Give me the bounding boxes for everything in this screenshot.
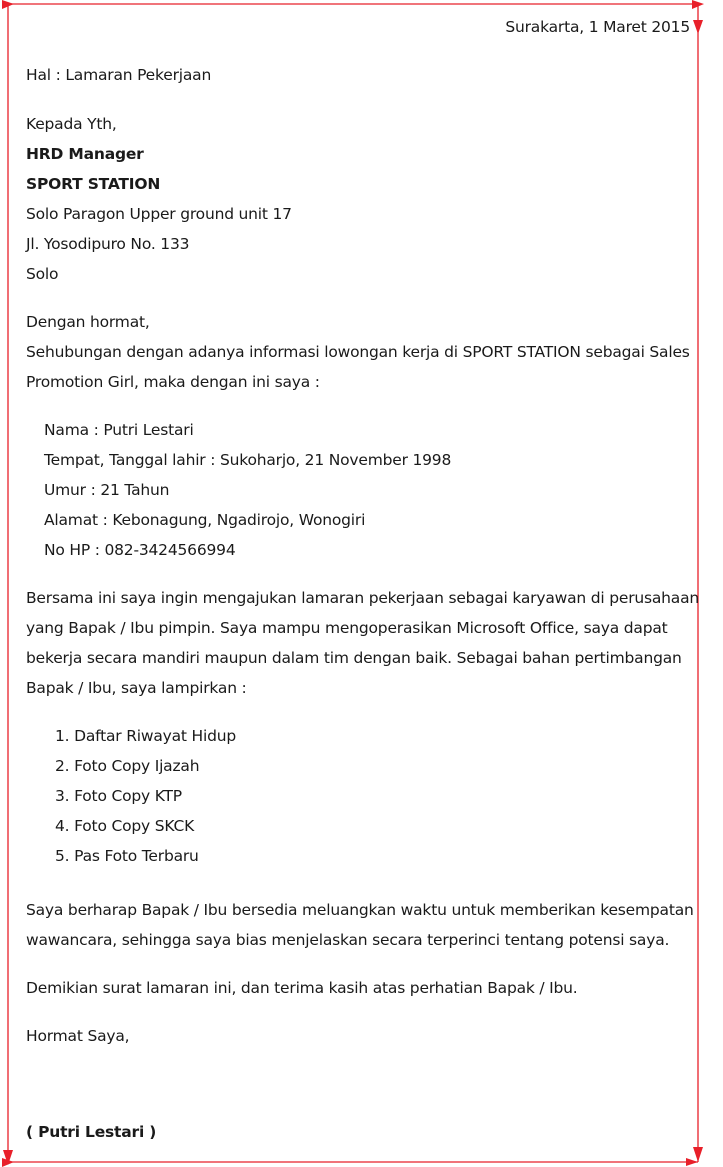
attachment-item: 2. Foto Copy Ijazah: [55, 757, 200, 775]
corner-arrow-icon: [686, 1158, 698, 1166]
signature-name: ( Putri Lestari ): [26, 1123, 157, 1141]
body-line-2: yang Bapak / Ibu pimpin. Saya mampu mengoperasikan Microsoft Office, saya dapat: [26, 619, 668, 637]
attachment-item: 1. Daftar Riwayat Hidup: [55, 727, 236, 745]
intro-line-2: Promotion Girl, maka dengan ini saya :: [26, 373, 320, 391]
recipient-address-2: Jl. Yosodipuro No. 133: [26, 235, 190, 253]
hope-line-2: wawancara, sehingga saya bias menjelaskan secara terperinci tentang potensi saya.: [26, 931, 670, 949]
recipient-company: SPORT STATION: [26, 175, 161, 193]
corner-arrow-icon: [693, 20, 703, 34]
recipient-salutation: Kepada Yth,: [26, 115, 117, 133]
applicant-address: Alamat : Kebonagung, Ngadirojo, Wonogiri: [44, 511, 366, 529]
intro-line-1: Sehubungan dengan adanya informasi lowongan kerja di SPORT STATION sebagai Sales: [26, 343, 690, 361]
body-line-4: Bapak / Ibu, saya lampirkan :: [26, 679, 247, 697]
applicant-name: Nama : Putri Lestari: [44, 421, 194, 439]
hope-line-1: Saya berharap Bapak / Ibu bersedia meluangkan waktu untuk memberikan kesempatan: [26, 901, 694, 919]
subject-line: Hal : Lamaran Pekerjaan: [26, 66, 212, 84]
recipient-address-1: Solo Paragon Upper ground unit 17: [26, 205, 292, 223]
corner-arrow-icon: [693, 1147, 703, 1162]
attachment-item: 4. Foto Copy SKCK: [55, 817, 195, 835]
applicant-phone: No HP : 082-3424566994: [44, 541, 236, 559]
attachment-item: 5. Pas Foto Terbaru: [55, 847, 199, 865]
regards: Hormat Saya,: [26, 1027, 130, 1045]
applicant-birth: Tempat, Tanggal lahir : Sukoharjo, 21 November 1998: [44, 451, 452, 469]
place-date: Surakarta, 1 Maret 2015: [505, 18, 690, 36]
applicant-age: Umur : 21 Tahun: [44, 481, 170, 499]
recipient-city: Solo: [26, 265, 59, 283]
body-line-3: bekerja secara mandiri maupun dalam tim dengan baik. Sebagai bahan pertimbangan: [26, 649, 682, 667]
recipient-title: HRD Manager: [26, 145, 144, 163]
body-line-1: Bersama ini saya ingin mengajukan lamaran pekerjaan sebagai karyawan di perusahaan: [26, 589, 700, 607]
closing-line: Demikian surat lamaran ini, dan terima kasih atas perhatian Bapak / Ibu.: [26, 979, 578, 997]
greeting: Dengan hormat,: [26, 313, 150, 331]
attachment-item: 3. Foto Copy KTP: [55, 787, 182, 805]
